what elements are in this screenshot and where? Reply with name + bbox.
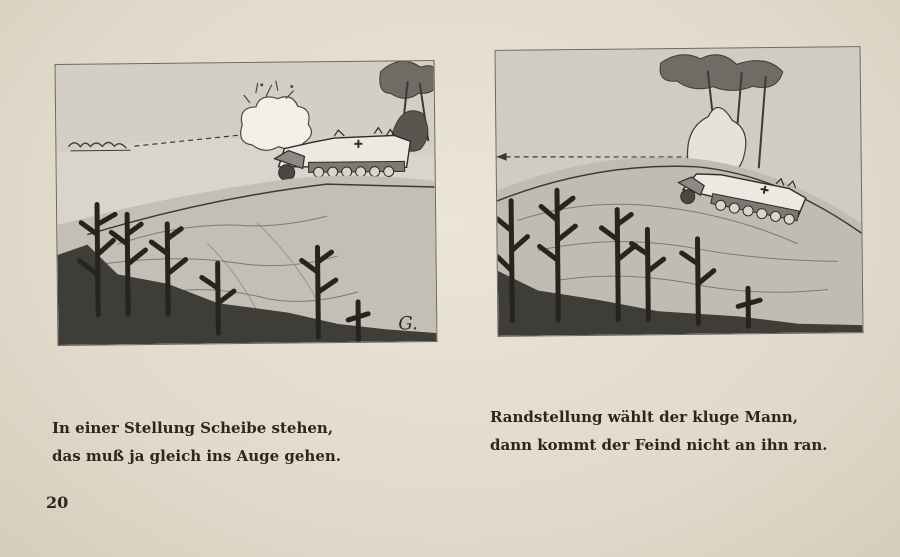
illustration-concealed-vehicle	[495, 46, 864, 337]
artist-signature: G.	[398, 313, 418, 335]
caption-line: das muß ja gleich ins Auge gehen.	[52, 447, 342, 465]
illustration-right-drawing	[496, 47, 863, 336]
page-number: 20	[46, 493, 69, 512]
caption-line: Randstellung wählt der kluge Mann,	[490, 408, 798, 426]
caption-left	[52, 414, 341, 470]
caption-line: dann kommt der Feind nicht an ihn ran.	[490, 436, 828, 454]
illustration-left-drawing	[56, 61, 437, 345]
caption-line: In einer Stellung Scheibe stehen,	[52, 419, 334, 437]
caption-right	[490, 403, 828, 459]
illustration-exposed-vehicle	[55, 60, 438, 346]
